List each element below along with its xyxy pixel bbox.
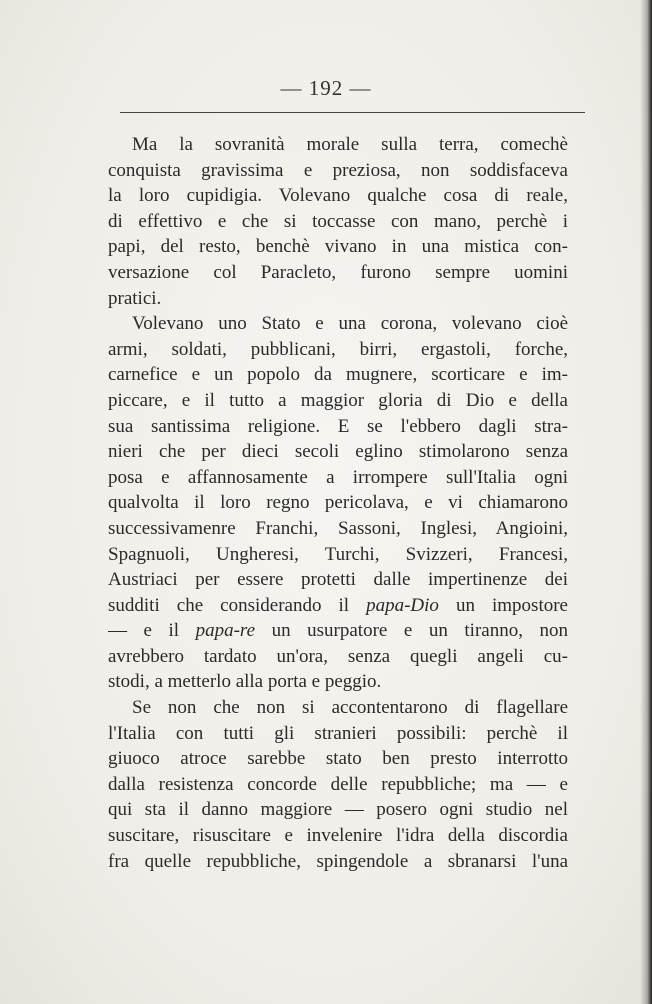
text-line: piccare, e il tutto a maggior gloria di Dio e della: [108, 389, 568, 411]
text-line: fra quelle repubbliche, spingendole a sbranarsi l'una: [108, 850, 568, 872]
text-line: Spagnuoli, Ungheresi, Turchi, Svizzeri, Francesi,: [108, 543, 568, 565]
text-line: avrebbero tardato un'ora, senza quegli angeli cu-: [108, 645, 568, 667]
text-line: nieri che per dieci secoli eglino stimolarono senza: [108, 441, 568, 463]
text-line: versazione col Paracleto, furono sempre uomini: [108, 261, 568, 283]
text-line: carnefice e un popolo da mugnere, scorticare e im-: [108, 364, 568, 386]
text-segment: — e il: [108, 620, 196, 642]
text-line: stodi, a metterlo alla porta e peggio.: [108, 671, 382, 693]
text-segment: un usurpatore e un tiranno, non: [255, 620, 568, 642]
page-edge-shadow: [640, 0, 652, 1004]
text-line: qualvolta il loro regno pericolava, e vi chiamarono: [108, 492, 568, 514]
text-line: [108, 593, 568, 619]
body-text: [108, 132, 568, 874]
text-line: successivamenre Franchi, Sassoni, Inglesi, Angioini,: [108, 517, 568, 539]
text-segment: un impostore: [438, 594, 568, 616]
italic-term: papa-re: [195, 620, 256, 642]
text-line: l'Italia con tutti gli stranieri possibili: perchè il: [108, 722, 568, 744]
text-line: [108, 618, 568, 644]
text-line: Ma la sovranità morale sulla terra, comechè: [132, 134, 568, 155]
text-line: dalla resistenza concorde delle repubbliche; ma — e: [108, 773, 568, 795]
text-line: qui sta il danno maggiore — posero ogni studio nel: [108, 799, 568, 821]
text-line: papi, del resto, benchè vivano in una mistica con-: [108, 236, 568, 258]
text-line: Austriaci per essere protetti dalle impertinenze dei: [108, 569, 568, 591]
text-line: sua santissima religione. E se l'ebbero dagli stra-: [108, 415, 568, 437]
text-line: conquista gravissima e preziosa, non soddisfaceva: [108, 159, 568, 181]
text-line: di effettivo e che si toccasse con mano, perchè i: [108, 210, 568, 232]
text-line: giuoco atroce sarebbe stato ben presto interrotto: [108, 748, 568, 770]
italic-term: papa-Dio: [366, 594, 439, 616]
header-rule: [120, 112, 585, 113]
page-number: — 192 —: [280, 76, 372, 100]
text-line: la loro cupidigia. Volevano qualche cosa di reale,: [108, 185, 568, 207]
text-line: suscitare, risuscitare e invelenire l'idra della discordia: [108, 825, 568, 847]
text-line: pratici.: [108, 287, 162, 309]
text-line: armi, soldati, pubblicani, birri, ergastoli, forche,: [108, 338, 568, 360]
text-segment: sudditi che considerando il: [108, 594, 367, 616]
text-line: Volevano uno Stato e una corona, volevano cioè: [132, 313, 568, 335]
text-line: Se non che non si accontentarono di flagellare: [132, 697, 568, 719]
text-line: posa e affannosamente a irrompere sull'Italia ogni: [108, 466, 568, 488]
